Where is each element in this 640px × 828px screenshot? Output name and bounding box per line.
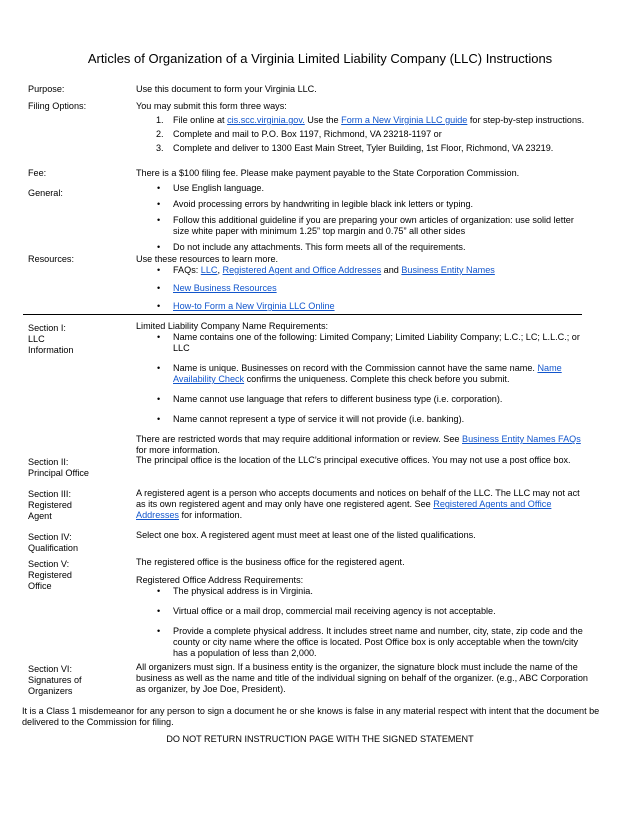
fee-text: There is a $100 filing fee. Please make payment payable to the State Corporation Commission.	[136, 168, 520, 178]
section-2-text: The principal office is the location of the LLC’s principal executive offices. You may not use a post office box.	[136, 455, 571, 465]
section-4-text: Select one box. A registered agent must meet at least one of the listed qualifications.	[136, 530, 476, 540]
section-5-requirements: Registered Office Address Requirements:	[136, 575, 304, 585]
registered-agent-faq-link[interactable]: Registered Agent and Office Addresses	[222, 265, 382, 275]
resources-label: Resources:	[28, 254, 74, 264]
list-item: • Use English language.	[136, 183, 591, 194]
name-requirements-list	[136, 332, 591, 425]
section-1-intro: Limited Liability Company Name Requirements:	[136, 321, 329, 331]
list-item: • Follow this additional guideline if you are preparing your own articles of organization: use solid letter size white paper with minimum 1.25” top margin and 0.75” all other sides	[136, 215, 591, 237]
list-item: • Name is unique. Businesses on record with the Commission cannot have the same name. Name Availability Check confirms the uniqueness. Complete this check before you submit.	[136, 363, 591, 385]
resources-list	[136, 265, 591, 312]
list-item: • Avoid processing errors by handwriting in legible black ink letters or typing.	[136, 199, 591, 210]
purpose-label: Purpose:	[28, 84, 65, 94]
name-availability-check-link[interactable]: Name Availability Check	[173, 363, 562, 384]
section-divider	[23, 314, 582, 315]
section-1-note: There are restricted words that may require additional information or review. See Business Entity Names FAQs for more information.	[136, 434, 581, 455]
section-5-intro: The registered office is the business office for the registered agent.	[136, 557, 405, 567]
llc-faq-link[interactable]: LLC	[200, 265, 218, 275]
section-6-text: All organizers must sign. If a business entity is the organizer, the signature block must include the name of the business as well as the name and title of the individual signing on behalf of the organizer. (e.g., ABC Corporation as organizer, by Joe Doe, President).	[136, 662, 588, 694]
office-requirements-list	[136, 586, 591, 659]
list-item: • The physical address is in Virginia.	[136, 586, 591, 597]
howto-form-llc-link[interactable]: How-to Form a New Virginia LLC Online	[173, 301, 335, 311]
general-label: General:	[28, 188, 63, 198]
filing-intro: You may submit this form three ways:	[136, 101, 287, 111]
list-item	[136, 301, 591, 312]
filing-option-deliver: 3. Complete and deliver to 1300 East Main Street, Tyler Building, 1st Floor, Richmond, VA 23219.	[156, 143, 554, 153]
filing-options-list	[136, 115, 591, 154]
fee-label: Fee:	[28, 168, 47, 178]
filing-options-label: Filing Options:	[28, 101, 87, 111]
filing-option-online: 1. File online at cis.scc.virginia.gov. Use the Form a New Virginia LLC guide for step-by-step instructions.	[156, 115, 585, 125]
purpose-text: Use this document to form your Virginia LLC.	[136, 84, 317, 94]
section-6-label: Section VI: Signatures of Organizers	[28, 664, 82, 696]
section-5-label: Section V: Registered Office	[28, 559, 72, 591]
do-not-return-notice: DO NOT RETURN INSTRUCTION PAGE WITH THE SIGNED STATEMENT	[166, 734, 474, 744]
form-llc-guide-link[interactable]: Form a New Virginia LLC guide	[341, 115, 468, 125]
list-item: • Name cannot represent a type of service it will not provide (i.e. banking).	[136, 414, 591, 425]
list-item	[136, 283, 591, 294]
business-entity-names-link[interactable]: Business Entity Names	[401, 265, 495, 275]
section-3-text: A registered agent is a person who accepts documents and notices on behalf of the LLC. The LLC may not act as its own registered agent and may only have one registered agent. See Registered Agents and Office Addresses for information.	[136, 488, 580, 520]
list-item: • Name contains one of the following: Limited Company; Limited Liability Company; L.C.; LC; L.L.C.; or LLC	[136, 332, 591, 354]
cis-link[interactable]: cis.scc.virginia.gov.	[227, 115, 305, 125]
general-list	[136, 183, 591, 253]
business-entity-names-faqs-link[interactable]: Business Entity Names FAQs	[462, 434, 581, 444]
section-3-label: Section III: Registered Agent	[28, 489, 72, 521]
section-4-label: Section IV: Qualification	[28, 532, 79, 553]
misdemeanor-notice: It is a Class 1 misdemeanor for any person to sign a document he or she knows is false in any material respect with intent that the document be delivered to the Commission for filing.	[22, 706, 600, 727]
filing-option-mail: 2. Complete and mail to P.O. Box 1197, Richmond, VA 23218-1197 or	[156, 129, 442, 139]
page-title: Articles of Organization of a Virginia Limited Liability Company (LLC) Instructions	[87, 51, 553, 66]
list-item: • Do not include any attachments. This form meets all of the requirements.	[136, 242, 591, 253]
list-item: • Name cannot use language that refers to different business type (i.e. corporation).	[136, 394, 591, 405]
new-business-resources-link[interactable]: New Business Resources	[173, 283, 277, 293]
list-item: • Virtual office or a mail drop, commercial mail receiving agency is not acceptable.	[136, 606, 591, 617]
list-item: • Provide a complete physical address. It includes street name and number, city, state, zip code and the county or city name where the office is located. Post Office box is only acceptable when the town/city has a population of less than 2,000.	[136, 626, 591, 659]
section-2-label: Section II: Principal Office	[28, 457, 89, 478]
section-1-label: Section I: LLC Information	[28, 323, 74, 355]
resources-intro: Use these resources to learn more.	[136, 254, 279, 264]
list-item: • FAQs: LLC, Registered Agent and Office Addresses and Business Entity Names	[136, 265, 591, 276]
registered-agents-addresses-link[interactable]: Registered Agents and Office Addresses	[136, 499, 552, 520]
